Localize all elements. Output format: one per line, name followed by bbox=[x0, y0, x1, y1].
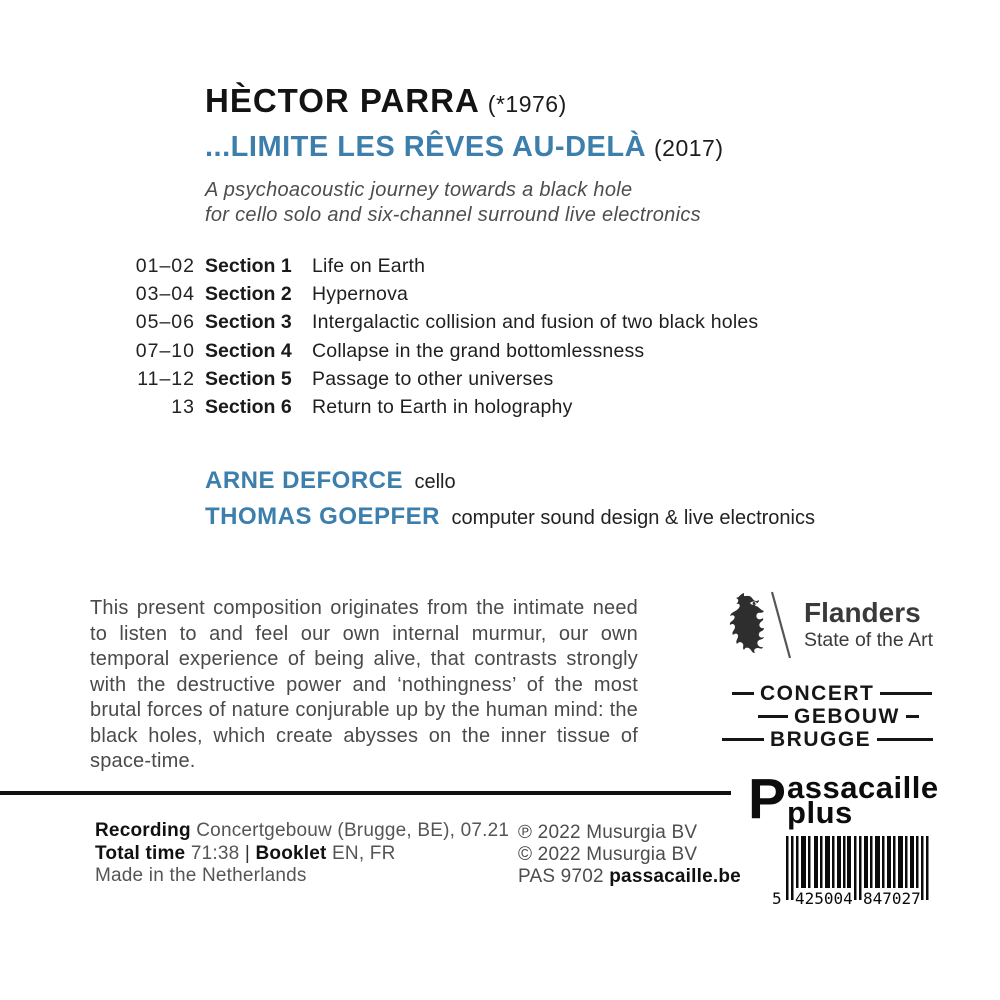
dash-rule bbox=[877, 738, 933, 742]
concertgebouw-brugge-logo bbox=[722, 682, 932, 751]
track-numbers: 11–12 bbox=[137, 367, 195, 390]
barcode-digit-group-1: 5 bbox=[772, 889, 782, 908]
performer-role: cello bbox=[414, 471, 456, 493]
title-block bbox=[205, 82, 724, 228]
passacaille-word-top: assacaille bbox=[787, 770, 939, 805]
flanders-name: Flanders bbox=[804, 597, 921, 628]
track-section: Section 6 bbox=[205, 396, 292, 419]
flanders-logo-text bbox=[804, 598, 933, 652]
phonogram-line: ℗ 2022 Musurgia BV bbox=[518, 822, 698, 843]
label-website: passacaille.be bbox=[609, 866, 741, 887]
cgb-word: CONCERT bbox=[760, 681, 875, 705]
track-numbers: 01–02 bbox=[135, 255, 195, 277]
performer-line bbox=[205, 500, 815, 536]
time-booklet-line bbox=[95, 843, 509, 866]
passacaille-plus-logo bbox=[748, 767, 939, 831]
copyright-line: © 2022 Musurgia BV bbox=[518, 844, 698, 865]
recording-label: Recording bbox=[95, 820, 191, 841]
track-section: Section 3 bbox=[205, 311, 292, 334]
recording-line bbox=[95, 820, 509, 843]
cgb-row bbox=[722, 682, 932, 705]
barcode-icon bbox=[764, 834, 934, 908]
track-row bbox=[85, 393, 758, 421]
composer-name: HÈCTOR PARRA bbox=[205, 82, 480, 119]
liner-notes-paragraph: This present composition originates from the intimate need to listen to and feel our own internal murmur, our own temporal experience of being alive, that contrasts strongly with the destructive power and ‘nothingness’ of the most brutal forces of nature conjurable up by the human mind: the black holes, which create abysses on the inner tissue of space-time. bbox=[90, 597, 638, 772]
total-time-value: 71:38 bbox=[190, 842, 240, 864]
track-row bbox=[85, 365, 758, 393]
footer-credits-left bbox=[95, 820, 509, 888]
subtitle-line-1: A psychoacoustic journey towards a black hole bbox=[205, 179, 633, 201]
performers-block bbox=[205, 464, 815, 536]
track-title: Return to Earth in holography bbox=[312, 396, 573, 419]
passacaille-words bbox=[787, 770, 939, 830]
track-numbers: 03–04 bbox=[135, 283, 195, 306]
dash-rule bbox=[722, 738, 764, 742]
dash-rule bbox=[758, 715, 788, 719]
recording-value: Concertgebouw (Brugge, BE), 07.21 bbox=[196, 820, 510, 841]
catalog-line bbox=[518, 866, 741, 888]
performer-role: computer sound design & live electronics bbox=[451, 507, 815, 529]
booklet-value: EN, FR bbox=[332, 842, 396, 864]
performer-name: THOMAS GOEPFER bbox=[205, 503, 441, 530]
track-section: Section 2 bbox=[205, 283, 292, 306]
separator: | bbox=[244, 842, 250, 864]
work-year: (2017) bbox=[654, 135, 724, 161]
cgb-row bbox=[722, 705, 932, 728]
track-title: Intergalactic collision and fusion of two black holes bbox=[312, 311, 759, 334]
made-in-line: Made in the Netherlands bbox=[95, 865, 307, 886]
track-title: Hypernova bbox=[312, 283, 409, 306]
flanders-logo bbox=[720, 590, 933, 662]
track-row bbox=[85, 252, 758, 280]
work-title-line bbox=[205, 130, 724, 165]
track-numbers: 05–06 bbox=[135, 311, 195, 334]
track-section: Section 1 bbox=[205, 255, 292, 277]
track-section: Section 5 bbox=[205, 367, 292, 390]
composer-dates: (*1976) bbox=[487, 91, 567, 117]
track-list bbox=[85, 252, 758, 421]
work-subtitle bbox=[205, 178, 724, 228]
track-title: Collapse in the grand bottomlessness bbox=[312, 339, 645, 362]
dash-rule bbox=[906, 715, 919, 719]
composer-line bbox=[205, 82, 724, 123]
dash-rule bbox=[732, 692, 754, 696]
cgb-row bbox=[722, 728, 932, 751]
work-title: ...LIMITE LES RÊVES AU-DELÀ bbox=[205, 131, 647, 163]
subtitle-line-2: for cello solo and six-channel surround live electronics bbox=[205, 204, 701, 226]
cgb-word: BRUGGE bbox=[770, 727, 872, 751]
passacaille-initial: P bbox=[748, 767, 787, 831]
footer-credits-middle bbox=[518, 822, 741, 888]
track-row bbox=[85, 308, 758, 336]
barcode-digit-group-2: 425004 bbox=[795, 889, 853, 908]
dash-rule bbox=[880, 692, 932, 696]
passacaille-word-bottom: plus bbox=[787, 795, 853, 830]
flanders-tagline: State of the Art bbox=[804, 629, 933, 651]
catalog-number: PAS 9702 bbox=[518, 866, 604, 887]
track-row bbox=[85, 337, 758, 365]
cgb-word: GEBOUW bbox=[794, 704, 900, 728]
total-time-label: Total time bbox=[95, 842, 186, 864]
track-numbers: 07–10 bbox=[135, 339, 195, 362]
barcode bbox=[764, 834, 934, 908]
divider-rule bbox=[0, 791, 731, 795]
track-title: Passage to other universes bbox=[312, 367, 554, 390]
track-section: Section 4 bbox=[205, 339, 292, 362]
booklet-label: Booklet bbox=[255, 842, 327, 864]
performer-name: ARNE DEFORCE bbox=[205, 467, 404, 494]
track-row bbox=[85, 280, 758, 308]
track-numbers: 13 bbox=[171, 396, 195, 419]
track-title: Life on Earth bbox=[312, 255, 426, 277]
flemish-lion-icon bbox=[720, 590, 798, 662]
performer-line bbox=[205, 464, 815, 500]
barcode-digit-group-3: 847027 bbox=[863, 889, 921, 908]
